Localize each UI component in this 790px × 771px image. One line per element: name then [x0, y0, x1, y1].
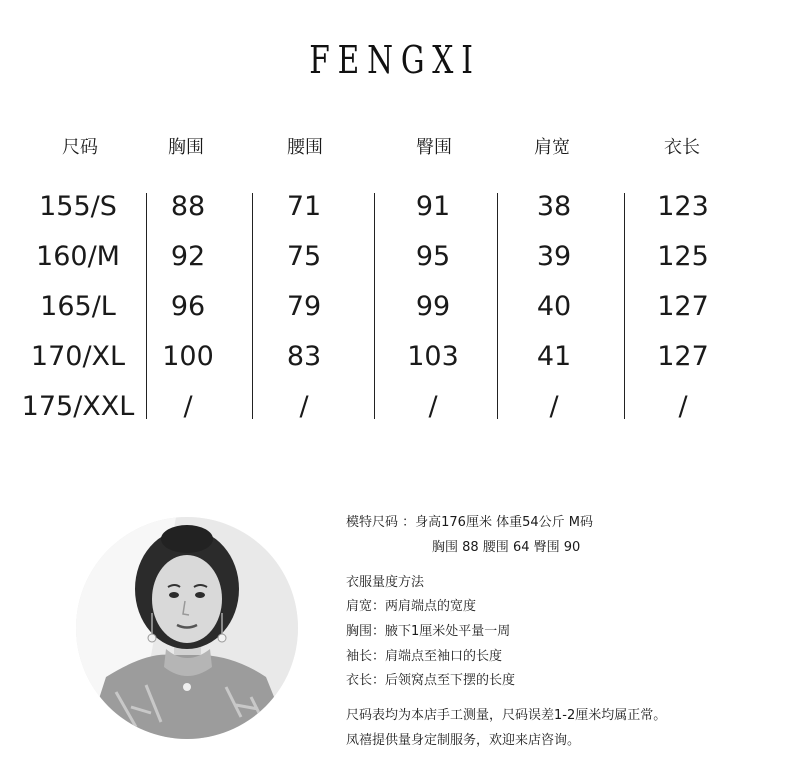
header-length: 衣长: [664, 137, 700, 158]
length-cell: 127: [657, 291, 709, 322]
shoulder-cell: /: [549, 391, 559, 422]
waist-cell: 79: [286, 291, 322, 322]
waist-cell: 71: [286, 191, 322, 222]
method-item: 肩宽：两肩端点的宽度: [346, 599, 477, 614]
hip-cell: 99: [415, 291, 451, 322]
length-cell: 123: [657, 191, 709, 222]
hip-cell: 91: [415, 191, 451, 222]
chest-cell: /: [183, 391, 193, 422]
length-cell: 127: [657, 341, 709, 372]
shoulder-cell: 41: [536, 341, 572, 372]
column-divider: [497, 193, 498, 419]
length-cell: /: [678, 391, 688, 422]
note-line: 尺码表均为本店手工测量，尺码误差1-2厘米均属正常。: [346, 708, 667, 723]
model-portrait: [76, 517, 298, 739]
hip-cell: /: [428, 391, 438, 422]
note-line: 凤禧提供量身定制服务，欢迎来店咨询。: [346, 733, 581, 748]
header-chest: 胸围: [168, 137, 204, 158]
size-cell: 160/M: [36, 241, 120, 272]
header-shoulder: 肩宽: [534, 137, 570, 158]
size-cell: 175/XXL: [21, 391, 135, 422]
hip-cell: 95: [415, 241, 451, 272]
method-item: 袖长：肩端点至袖口的长度: [346, 649, 503, 664]
chest-cell: 92: [170, 241, 206, 272]
shoulder-cell: 39: [536, 241, 572, 272]
model-portrait-illustration: [76, 517, 298, 739]
chest-cell: 100: [162, 341, 214, 372]
waist-cell: 75: [286, 241, 322, 272]
model-measurements-line: 胸围 88 腰围 64 臀围 90: [432, 540, 581, 555]
method-item: 衣长：后领窝点至下摆的长度: [346, 673, 516, 688]
size-cell: 165/L: [40, 291, 116, 322]
header-hip: 臀围: [416, 137, 452, 158]
method-title: 衣服量度方法: [346, 575, 425, 590]
chest-cell: 96: [170, 291, 206, 322]
waist-cell: /: [299, 391, 309, 422]
chest-cell: 88: [170, 191, 206, 222]
size-cell: 170/XL: [30, 341, 126, 372]
brand-logo: FENGXI: [309, 38, 481, 82]
method-item: 胸围：腋下1厘米处平量一周: [346, 624, 511, 639]
column-divider: [374, 193, 375, 419]
waist-cell: 83: [286, 341, 322, 372]
size-cell: 155/S: [39, 191, 117, 222]
model-size-line: 模特尺码 ：身高176厘米 体重54公斤 M码: [346, 515, 593, 530]
shoulder-cell: 40: [536, 291, 572, 322]
shoulder-cell: 38: [536, 191, 572, 222]
column-divider: [624, 193, 625, 419]
header-waist: 腰围: [287, 137, 323, 158]
length-cell: 125: [657, 241, 709, 272]
hip-cell: 103: [407, 341, 459, 372]
header-size: 尺码: [62, 137, 98, 158]
